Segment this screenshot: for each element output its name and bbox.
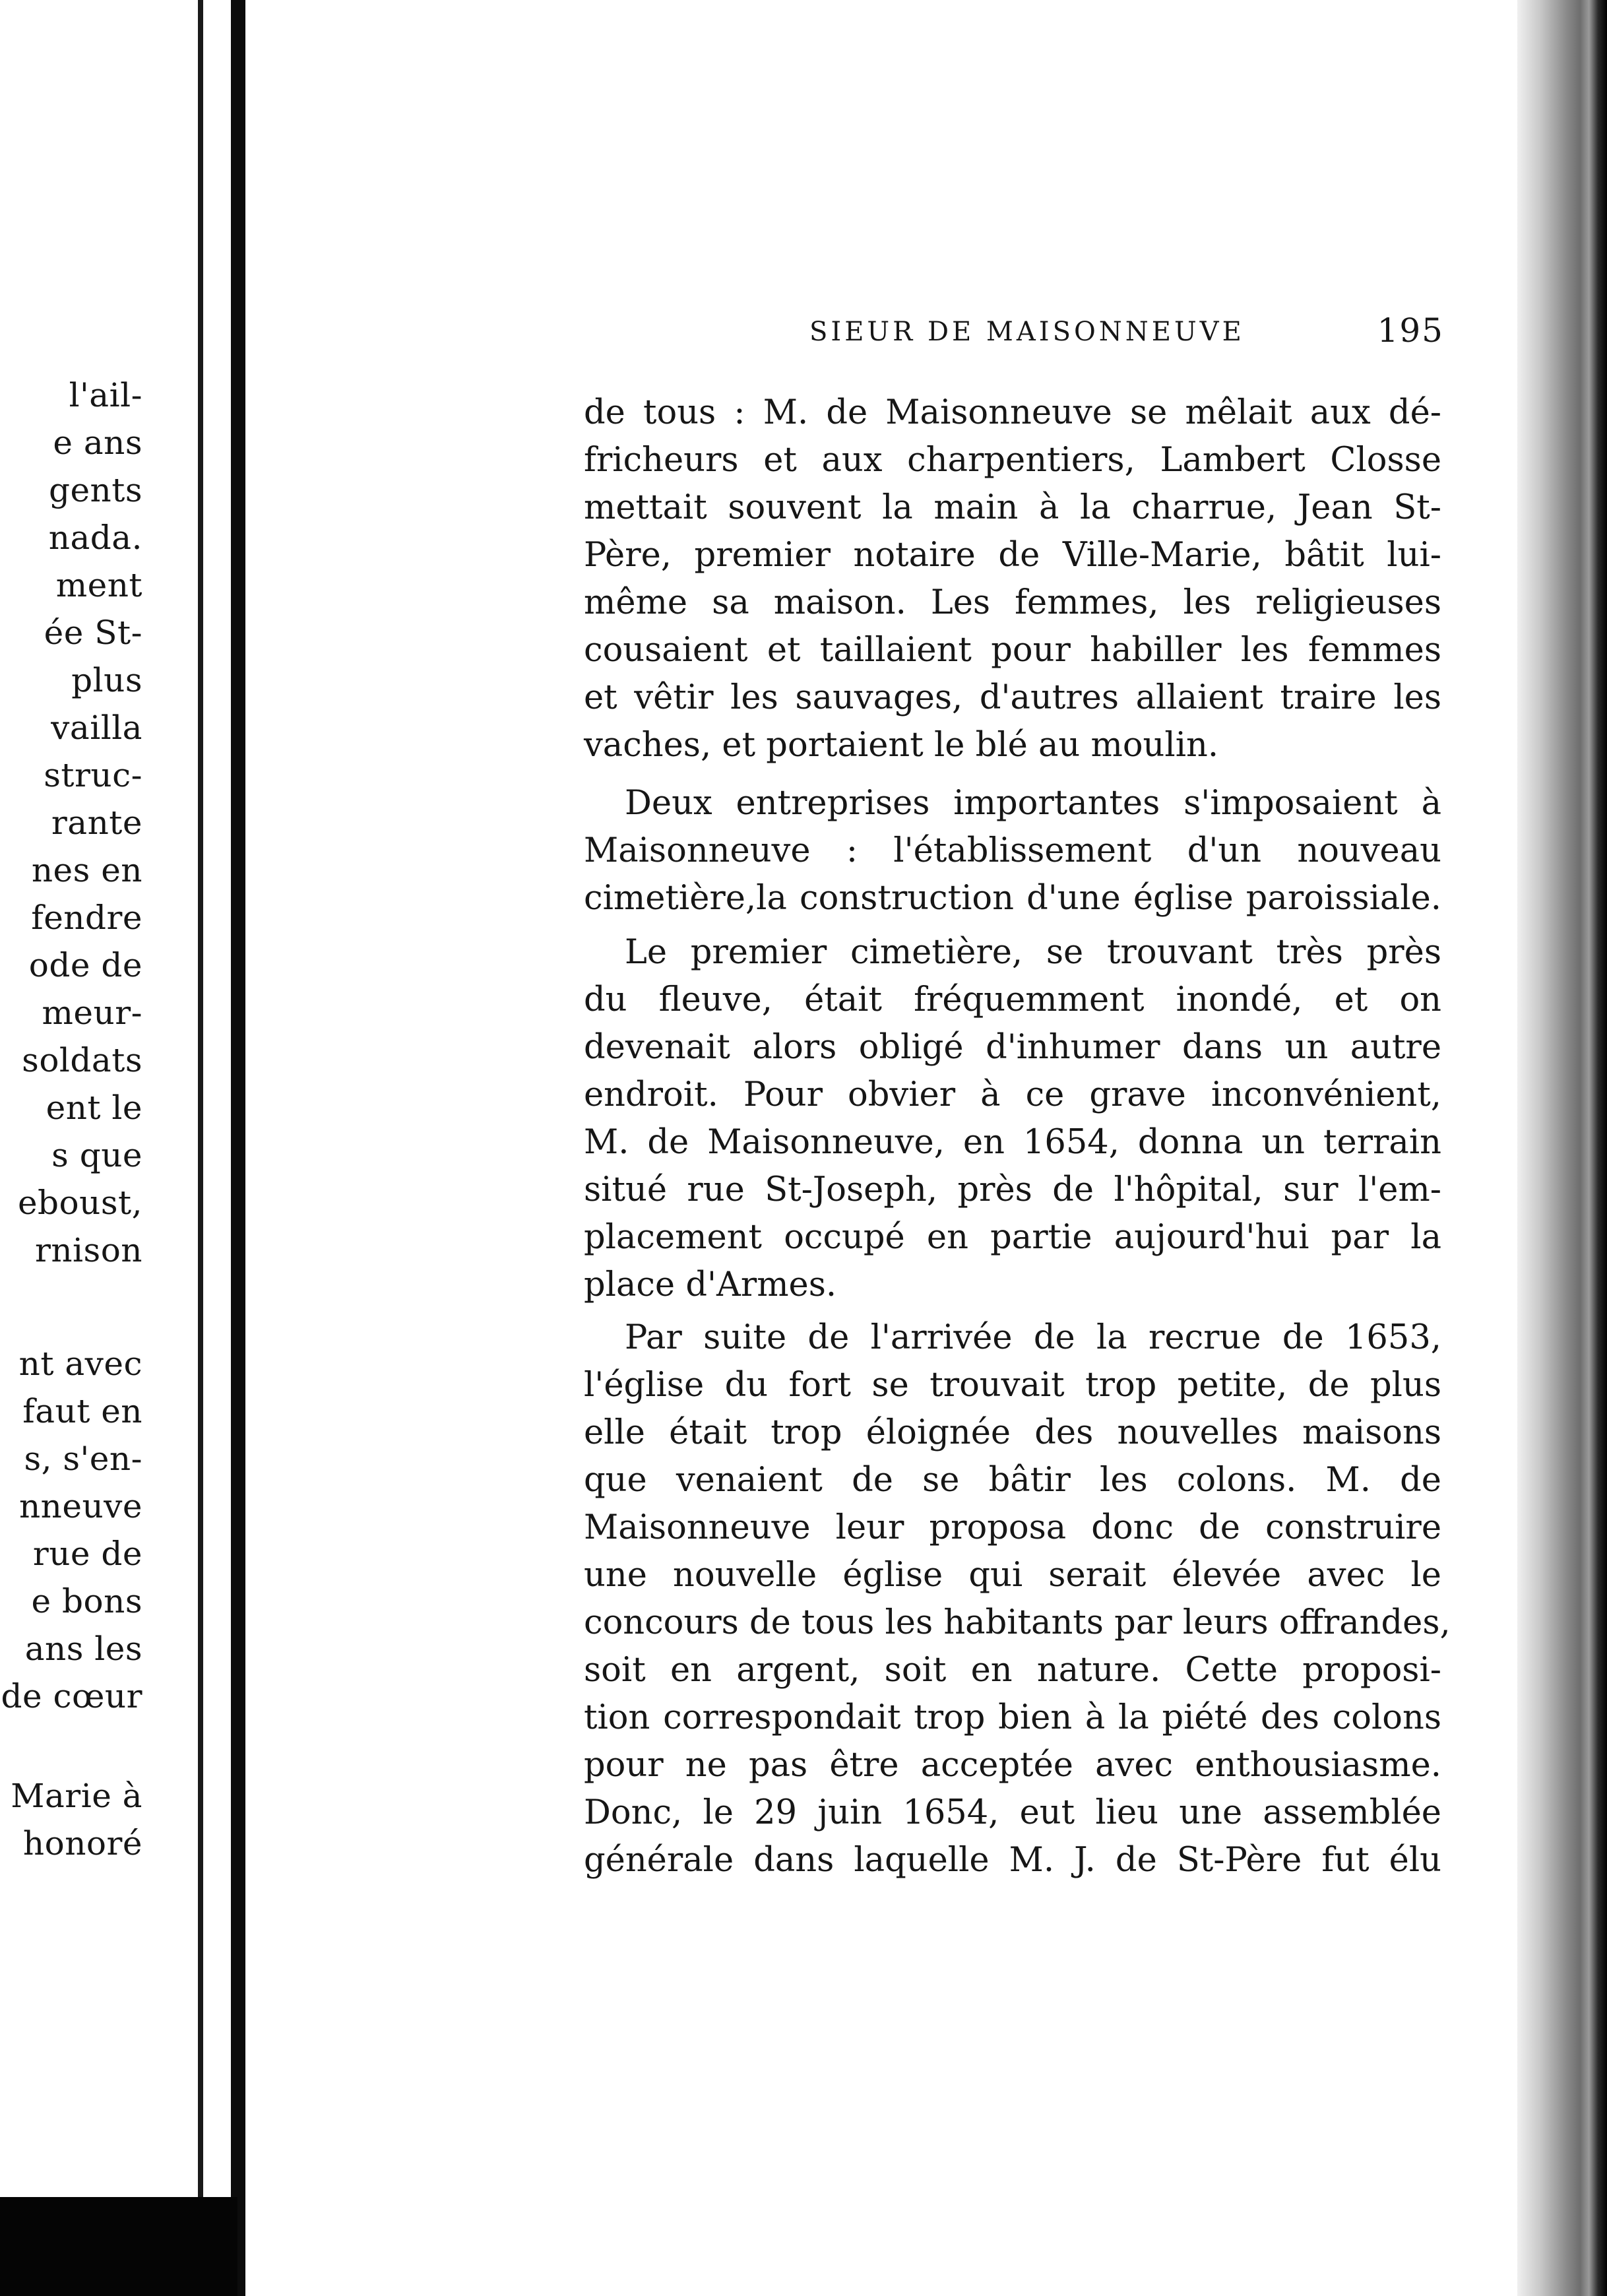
previous-page-line: meur-: [42, 994, 142, 1032]
page-number: 195: [1377, 311, 1444, 350]
previous-page-line: ée St-: [44, 614, 142, 652]
text-line: de tous : M. de Maisonneuve se mêlait aux dé-: [584, 393, 1441, 432]
previous-page-line: struc-: [44, 756, 142, 794]
text-line: place d'Armes.: [584, 1265, 837, 1304]
text-line: soit en argent, soit en nature. Cette proposi-: [584, 1651, 1441, 1690]
previous-page-line: plus: [71, 661, 142, 699]
text-line: du fleuve, était fréquemment inondé, et on: [584, 980, 1441, 1019]
text-line: cimetière,la construction d'une église paroissiale.: [584, 879, 1441, 918]
previous-page-line: nes en: [31, 851, 142, 889]
running-head: [559, 311, 1449, 358]
previous-page-line: de cœur: [1, 1677, 142, 1715]
text-line: tion correspondait trop bien à la piété des colons: [584, 1698, 1441, 1737]
text-line: l'église du fort se trouvait trop petite, de plus: [584, 1366, 1441, 1405]
previous-page-line: ans les: [24, 1630, 142, 1668]
previous-page-line: vailla: [51, 709, 142, 747]
paragraph-start: Par suite de l'arrivée de la recrue de 1653,: [625, 1318, 1441, 1357]
book-page: [245, 0, 1517, 2296]
previous-page-line: Marie à: [11, 1777, 142, 1815]
previous-page-line: honoré: [22, 1824, 142, 1863]
previous-page-line: nada.: [48, 519, 142, 557]
text-line: Maisonneuve leur proposa donc de construire: [584, 1508, 1441, 1547]
text-line: endroit. Pour obvier à ce grave inconvénient,: [584, 1075, 1441, 1114]
text-line: vaches, et portaient le blé au moulin.: [584, 726, 1219, 765]
text-line: générale dans laquelle M. J. de St-Père fut élu: [584, 1841, 1441, 1880]
text-line: pour ne pas être acceptée avec enthousiasme.: [584, 1746, 1441, 1785]
previous-page-line: rante: [51, 804, 142, 842]
page-edge-left: [231, 0, 245, 2296]
paragraph-start: Deux entreprises importantes s'imposaient à: [625, 784, 1441, 823]
paragraph-start: Le premier cimetière, se trouvant très près: [625, 933, 1441, 972]
previous-page-line: soldats: [22, 1041, 142, 1079]
previous-page-line: fendre: [31, 899, 142, 937]
text-line: fricheurs et aux charpentiers, Lambert Closse: [584, 441, 1441, 480]
text-line: une nouvelle église qui serait élevée avec le: [584, 1556, 1441, 1595]
previous-page-line: ent le: [46, 1089, 142, 1127]
previous-page-line: gents: [48, 471, 142, 509]
running-title: SIEUR DE MAISONNEUVE: [809, 317, 1245, 347]
text-line: et vêtir les sauvages, d'autres allaient traire les: [584, 678, 1441, 717]
text-line: mettait souvent la main à la charrue, Jean St-: [584, 488, 1441, 527]
previous-page-line: nt avec: [18, 1345, 142, 1383]
previous-page-line: eboust,: [17, 1184, 142, 1222]
text-line: M. de Maisonneuve, en 1654, donna un terrain: [584, 1123, 1441, 1162]
previous-page-line: e bons: [31, 1582, 142, 1620]
previous-page-line: nneuve: [18, 1487, 142, 1525]
scan-border-bottom-left: [0, 2197, 237, 2296]
text-line: situé rue St-Joseph, près de l'hôpital, sur l'em-: [584, 1170, 1441, 1209]
previous-page-line: rnison: [34, 1231, 142, 1269]
previous-page-line: s que: [51, 1136, 142, 1174]
previous-page-fragment: [0, 0, 198, 2197]
text-line: elle était trop éloignée des nouvelles maisons: [584, 1413, 1441, 1452]
text-line: que venaient de se bâtir les colons. M. de: [584, 1461, 1441, 1500]
gutter-shadow: [198, 0, 203, 2197]
page-edge-right: [1517, 0, 1607, 2296]
previous-page-line: rue de: [32, 1535, 142, 1573]
previous-page-line: faut en: [22, 1392, 142, 1430]
text-line: devenait alors obligé d'inhumer dans un autre: [584, 1028, 1441, 1067]
previous-page-line: l'ail-: [69, 376, 142, 414]
previous-page-line: ment: [55, 566, 142, 604]
previous-page-line: ode de: [28, 946, 142, 984]
text-line: Donc, le 29 juin 1654, eut lieu une assemblée: [584, 1793, 1441, 1832]
text-line: placement occupé en partie aujourd'hui par la: [584, 1218, 1441, 1257]
text-line: Maisonneuve : l'établissement d'un nouveau: [584, 831, 1441, 870]
text-line: cousaient et taillaient pour habiller les femmes: [584, 631, 1441, 670]
text-line: même sa maison. Les femmes, les religieuses: [584, 583, 1441, 622]
text-line: concours de tous les habitants par leurs offrandes,: [584, 1603, 1451, 1642]
previous-page-line: e ans: [53, 424, 142, 462]
previous-page-line: s, s'en-: [24, 1440, 142, 1478]
text-line: Père, premier notaire de Ville-Marie, bâtit lui-: [584, 536, 1441, 575]
